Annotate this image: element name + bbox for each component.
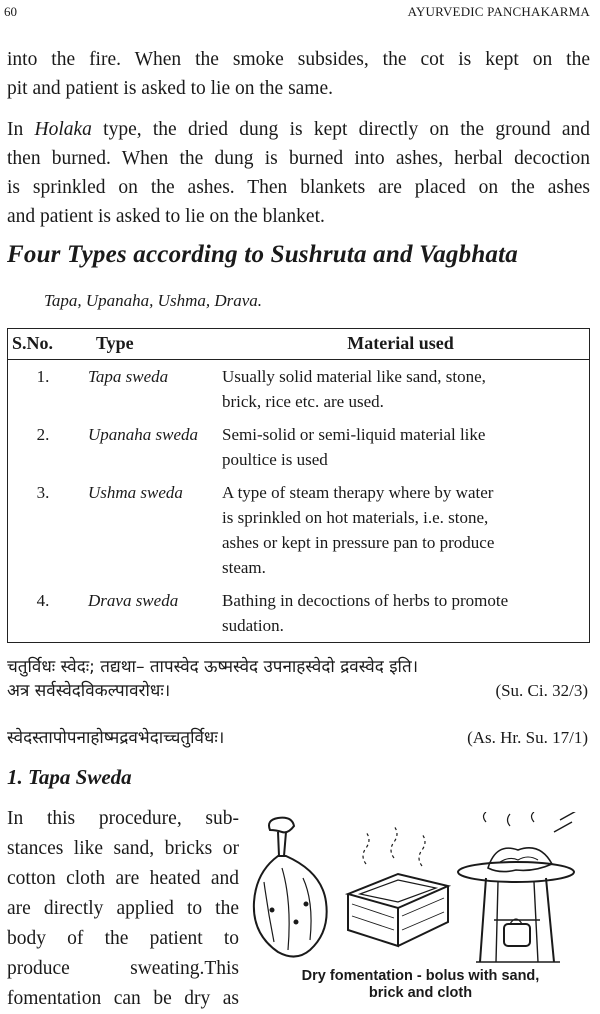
row-type: Tapa sweda — [88, 367, 169, 386]
page-number: 60 — [4, 4, 17, 19]
table-row — [8, 414, 590, 472]
row-material: A type of steam therapy where by water is sprinkled on hot materials, i.e. stone, ashes or kept in pressure pan to produce steam. — [212, 472, 590, 580]
col-header-material: Material used — [212, 329, 590, 360]
text-line: body of the patient to — [7, 928, 239, 949]
verse-line: चतुर्विधः स्वेदः; तद्यथा– तापस्वेद ऊष्मस्वेद उपनाहस्वेदो द्रवस्वेद इति। — [7, 657, 419, 677]
brick-illustration — [348, 826, 448, 946]
text-line: then burned. When the dung is burned into ashes, herbal decoction — [7, 148, 590, 169]
text-line: pit and patient is asked to lie on the same. — [7, 78, 334, 99]
sanskrit-verse-1 — [7, 655, 588, 703]
paragraph-holaka — [7, 115, 590, 231]
table-header-row — [8, 329, 590, 360]
text-line: are directly applied to the — [7, 898, 239, 919]
running-header — [4, 4, 590, 20]
row-number: 1. — [8, 360, 79, 415]
fomentation-illustrations — [248, 812, 593, 972]
row-material: Semi-solid or semi-liquid material like poultice is used — [212, 414, 590, 472]
table-row — [8, 360, 590, 415]
row-type: Ushma sweda — [88, 483, 183, 502]
row-type: Drava sweda — [78, 580, 212, 643]
text-line: fomentation can be dry as — [7, 988, 239, 1009]
figure-caption: Dry fomentation - bolus with sand, brick and cloth — [301, 968, 540, 1001]
row-number: 2. — [8, 414, 79, 472]
text-line: In this procedure, sub- — [7, 808, 239, 829]
text-line: is sprinkled on the ashes. Then blankets are placed on the ashes — [7, 177, 590, 198]
types-list: Tapa, Upanaha, Ushma, Drava. — [44, 291, 263, 310]
row-number: 3. — [8, 472, 79, 580]
text-line: stances like sand, bricks or — [7, 838, 239, 859]
running-title: AYURVEDIC PANCHAKARMA — [407, 4, 590, 19]
sanskrit-verse-2 — [7, 726, 588, 750]
verse-line: अत्र सर्वस्वेदविकल्पावरोधः। — [7, 681, 171, 701]
table-row — [8, 580, 590, 643]
section-heading: Four Types according to Sushruta and Vagbhata — [7, 241, 518, 268]
subsection-heading: 1. Tapa Sweda — [7, 765, 132, 789]
text-line: cotton cloth are heated and — [7, 868, 239, 889]
row-material: Bathing in decoctions of herbs to promote sudation. — [212, 580, 590, 643]
row-number: 4. — [8, 580, 79, 643]
bolus-illustration — [254, 818, 327, 957]
text-line: In Holaka type, the dried dung is kept directly on the ground and — [7, 119, 590, 140]
col-header-sno: S.No. — [8, 329, 79, 360]
text-line: produce sweating.This — [7, 958, 239, 979]
verse-line: स्वेदस्तापोपनाहोष्मद्रवभेदाच्चतुर्विधः। — [7, 728, 225, 748]
text-line: and patient is asked to lie on the blanket. — [7, 206, 325, 227]
holaka-term: Holaka — [34, 119, 92, 140]
table-row — [8, 472, 590, 580]
verse-reference: (Su. Ci. 32/3) — [495, 681, 588, 700]
verse-reference: (As. Hr. Su. 17/1) — [467, 728, 588, 747]
row-material: Usually solid material like sand, stone, brick, rice etc. are used. — [212, 360, 590, 415]
sweda-types-table — [7, 328, 590, 643]
text-line: into the fire. When the smoke subsides, the cot is kept on the — [7, 49, 590, 70]
col-header-type: Type — [78, 329, 212, 360]
tapa-sweda-paragraph — [7, 804, 239, 1014]
paragraph-continuation — [7, 45, 590, 103]
cloth-heating-illustration — [458, 812, 578, 962]
row-type: Upanaha sweda — [88, 425, 199, 444]
